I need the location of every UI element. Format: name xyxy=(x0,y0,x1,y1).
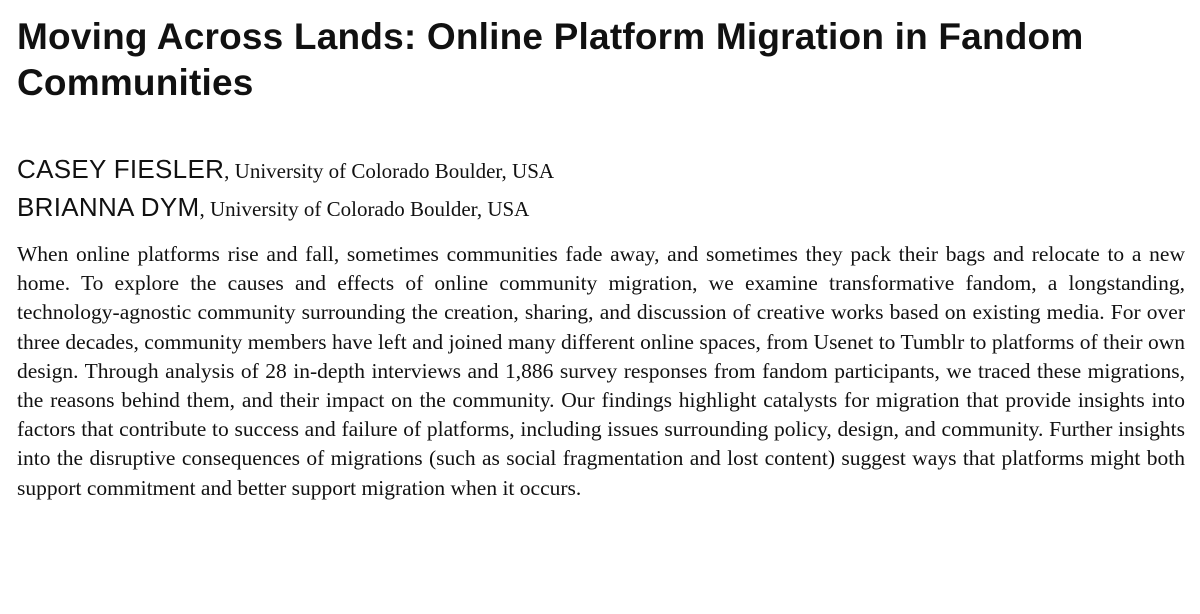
author-entry xyxy=(17,150,1187,188)
author-name: CASEY FIESLER xyxy=(17,154,225,184)
paper-title: Moving Across Lands: Online Platform Migration in Fandom Communities xyxy=(17,16,1084,103)
author-affiliation: University of Colorado Boulder, USA xyxy=(234,159,555,183)
author-comma: , xyxy=(224,159,235,183)
abstract-text: When online platforms rise and fall, sometimes communities fade away, and sometimes they pack their bags and relocate to a new home. To explore the causes and effects of online community migration, we examine transformative fandom, a longstanding, technology-agnostic community surrounding the creation, sharing, and discussion of creative works based on existing media. For over three decades, community members have left and joined many different online spaces, from Usenet to Tumblr to platforms of their own design. Through analysis of 28 in-depth interviews and 1,886 survey responses from fandom participants, we traced these migrations, the reasons behind them, and their impact on the community. Our findings highlight catalysts for migration that provide insights into factors that contribute to success and failure of platforms, including issues surrounding policy, design, and community. Further insights into the disruptive consequences of migrations (such as social fragmentation and lost content) suggest ways that platforms might both support commitment and better support migration when it occurs. xyxy=(17,242,1185,500)
author-affiliation: University of Colorado Boulder, USA xyxy=(209,197,530,221)
paper-page xyxy=(17,14,1187,524)
author-entry xyxy=(17,188,1187,226)
author-list xyxy=(17,150,1187,226)
author-name: BRIANNA DYM xyxy=(17,192,200,222)
author-comma: , xyxy=(199,197,210,221)
